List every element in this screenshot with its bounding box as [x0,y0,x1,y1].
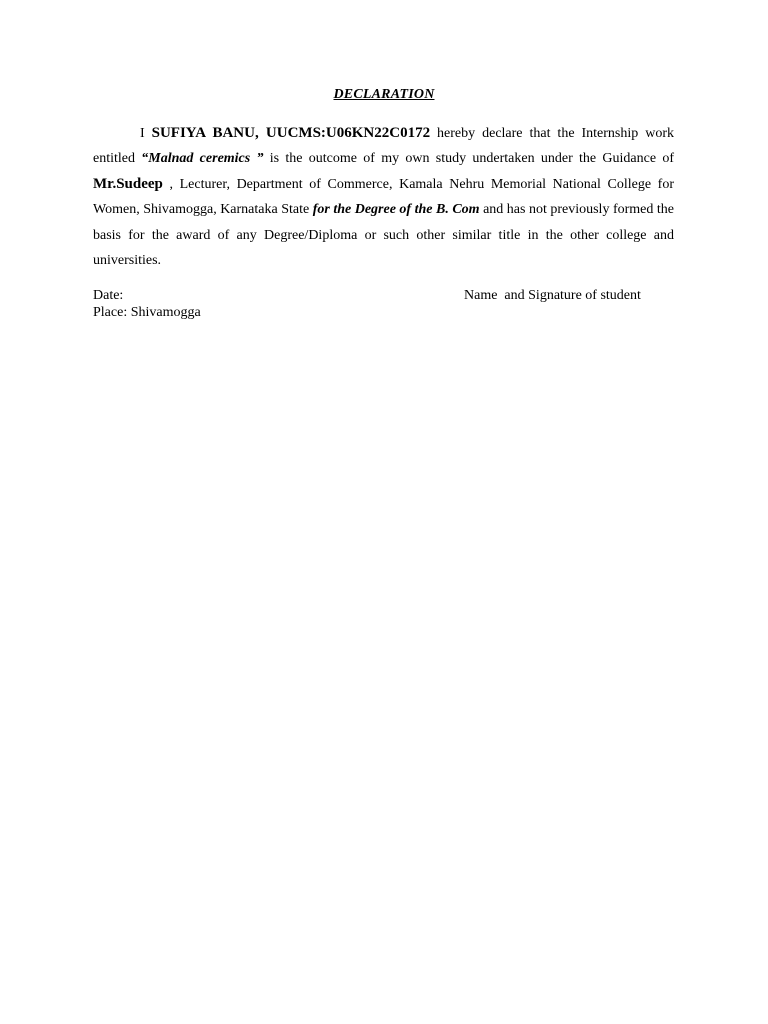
text-segment: is the outcome of my own study undertaken under the Guidance of [263,151,674,167]
page-title: DECLARATION [333,87,435,102]
student-name-id: SUFIYA BANU, UUCMS:U06KN22C0172 [151,125,431,141]
text-segment: and has not previously formed the basis for the award of any Degree/Diploma or such other similar title in the other college and universities. [93,202,674,269]
footer-left [93,287,201,321]
declaration-paragraph [93,121,674,273]
text-segment: , Lecturer, Department of Commerce, Kamala Nehru Memorial National College for Women, Shivamogga, Karnataka State [93,176,674,218]
signature-label: Name and Signature of student [464,288,641,303]
project-title: “Malnad ceremics ” [141,151,264,167]
place-label: Place: Shivamogga [93,305,201,320]
guide-name: Mr.Sudeep [93,175,163,192]
date-label: Date: [93,288,124,303]
degree-text: for the Degree of the B. Com [312,202,480,218]
text-segment: I [140,126,152,141]
text-segment: hereby declare that the Internship work entitled [93,126,674,167]
